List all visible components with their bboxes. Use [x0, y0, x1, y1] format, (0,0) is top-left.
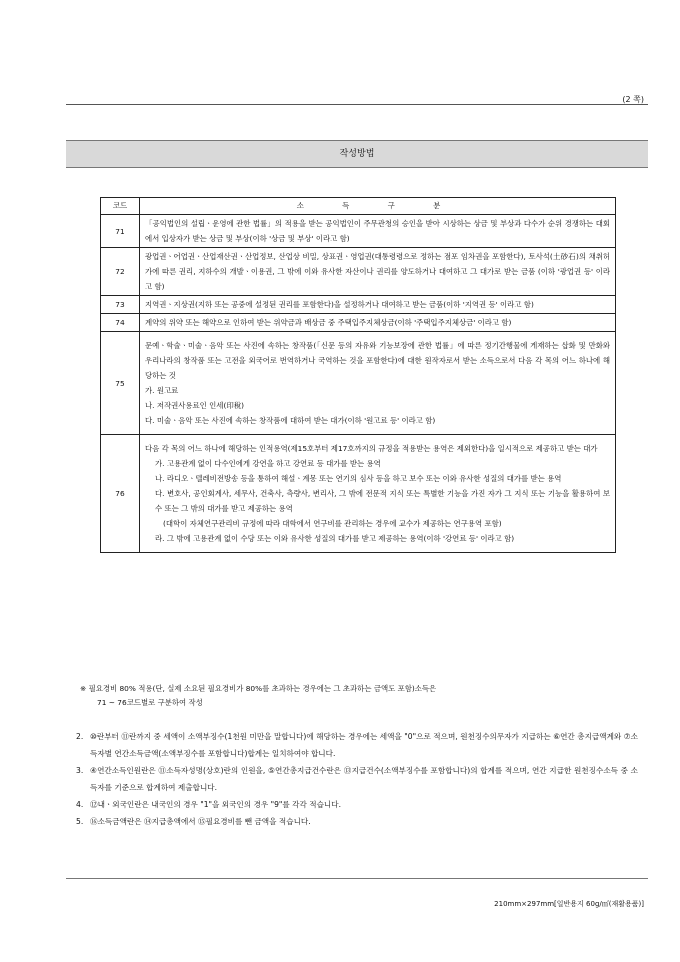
footnote-line — [80, 682, 620, 696]
instruction-item — [76, 728, 638, 762]
header-code: 코드 — [101, 198, 140, 215]
description-cell — [140, 296, 616, 314]
instruction-number: 4. — [76, 800, 84, 809]
instruction-text: ④연간소득인원란은 ⑪소득자성명(상호)란의 인원을, ⑤연간총지급건수란은 ⑬지급건수(소액부징수를 포함합니다)의 합계를 적으며, 연간 지급한 원천징수소득 중 소득자를 기준으로 합계하여 제출합니다. — [90, 766, 638, 792]
instruction-number: 5. — [76, 817, 84, 826]
instruction-number: 3. — [76, 766, 84, 775]
instruction-item — [76, 813, 638, 830]
description-line: 「공익법인의 설립ㆍ운영에 관한 법률」의 적용을 받는 공익법인이 주무관청의 승인을 받아 시상하는 상금 및 부상과 다수가 순위 경쟁하는 대회에서 입상자가 받는 상금 및 부상(이하 '상금 및 부상' 이라고 함) — [145, 219, 610, 243]
table-row — [101, 215, 616, 248]
sub-item: 나. 라디오ㆍ텔레비전방송 등을 통하여 해설ㆍ계몽 또는 연기의 심사 등을 하고 보수 또는 이와 유사한 성질의 대가를 받는 용역 — [155, 474, 562, 483]
footnote-continuation: 71 ~ 76코드별로 구분하여 작성 — [97, 698, 203, 707]
sub-item: 가. 원고료 — [145, 386, 179, 395]
sub-item: 다. 변호사, 공인회계사, 세무사, 건축사, 측량사, 변리사, 그 밖에 전문적 지식 또는 특별한 기능을 가진 자가 그 지식 또는 기능을 활용하여 보수 또는 그 밖의 대가를 받고 제공하는 용역 — [155, 489, 610, 513]
code-cell: 76 — [101, 435, 140, 553]
table-row — [101, 314, 616, 332]
table-row — [101, 296, 616, 314]
top-rule — [66, 104, 648, 105]
instruction-text: ⑫내ㆍ외국인란은 내국인의 경우 "1"을 외국인의 경우 "9"를 각각 적습니다. — [90, 800, 342, 809]
code-cell: 73 — [101, 296, 140, 314]
description-cell — [140, 332, 616, 435]
footnote-text: 필요경비 80% 적용(단, 실제 소요된 필요경비가 80%를 초과하는 경우에는 그 초과하는 금액도 포함)소득은 — [88, 684, 437, 693]
description-cell — [140, 215, 616, 248]
section-title: 작성방법 — [66, 140, 648, 168]
description-line: 지역권ㆍ지상권(지하 또는 공중에 설정된 권리를 포함한다)을 설정하거나 대여하고 받는 금품(이하 '지역권 등' 이라고 함) — [145, 300, 534, 309]
paper-spec: 210mm×297mm[일반용지 60g/㎡(재활용품)] — [494, 900, 644, 908]
instruction-item — [76, 796, 638, 813]
income-code-table — [100, 197, 616, 553]
instruction-text: ⑩란부터 ⑪란까지 중 세액이 소액부징수(1천원 미만을 말합니다)에 해당하는 경우에는 세액을 "0"으로 적으며, 원천징수의무자가 지급하는 ⑥연간 총지급액계와 ⑦소득자별 연간소득금액(소액부징수를 포함합니다)합계는 일치하여야 합니다. — [90, 732, 638, 758]
table-row — [101, 332, 616, 435]
code-cell: 75 — [101, 332, 140, 435]
sub-item: 라. 그 밖에 고용관계 없이 수당 또는 이와 유사한 성질의 대가를 받고 제공하는 용역(이하 '강연료 등' 이라고 함) — [155, 534, 515, 543]
asterisk-mark-icon: ※ — [80, 684, 87, 693]
table-row — [101, 248, 616, 296]
table-header-row — [101, 198, 616, 215]
description-line: 문예ㆍ학술ㆍ미술ㆍ음악 또는 사진에 속하는 창작품(「신문 등의 자유와 기능보장에 관한 법률」에 따른 정기간행물에 게재하는 삽화 및 만화와 우리나라의 창작품 또는 고전을 외국어로 번역하거나 국역하는 것을 포함한다)에 대한 원작자로서 받는 소득으로서 다음 각 목의 어느 하나에 해당하는 것 — [145, 341, 610, 380]
instruction-number: 2. — [76, 732, 84, 741]
sub-item: 다. 미술ㆍ음악 또는 사진에 속하는 창작품에 대하여 받는 대가(이하 '원고료 등' 이라고 함) — [145, 416, 436, 425]
table-row — [101, 435, 616, 553]
sub-item-note: (대학이 자체연구관리비 규정에 따라 대학에서 연구비를 관리하는 경우에 교수가 제공하는 연구용역 포함) — [163, 519, 502, 528]
description-line: 광업권ㆍ어업권ㆍ산업재산권ㆍ산업정보, 산업상 비밀, 상표권ㆍ영업권(대통령령으로 정하는 점포 임차권을 포함한다), 토사석(土砂石)의 채취허가에 따른 권리, 지하수의 개발ㆍ이용권, 그 밖에 이와 유사한 자산이나 권리를 양도하거나 대여하고 그 대가로 받는 금품 (이하 '광업권 등' 이라고 함) — [145, 252, 610, 291]
description-line: 계약의 위약 또는 해약으로 인하여 받는 위약금과 배상금 중 주택입주지체상금(이하 '주택입주지체상금' 이라고 함) — [145, 318, 512, 327]
bottom-rule — [66, 878, 648, 879]
header-description: 소 득 구 분 — [140, 198, 616, 215]
instruction-text: ⑯소득금액란은 ⑭지급총액에서 ⑮필요경비를 뺀 금액을 적습니다. — [90, 817, 311, 826]
instruction-item — [76, 762, 638, 796]
description-cell — [140, 248, 616, 296]
code-cell: 72 — [101, 248, 140, 296]
sub-item: 나. 저작권사용료인 인세(印稅) — [145, 401, 244, 410]
footnote — [80, 682, 620, 710]
description-line: 다음 각 목의 어느 하나에 해당하는 인적용역(제15호부터 제17호까지의 규정을 적용받는 용역은 제외한다)을 일시적으로 제공하고 받는 대가 — [145, 444, 598, 453]
sub-item: 가. 고용관계 없이 다수인에게 강연을 하고 강연료 등 대가를 받는 용역 — [155, 459, 381, 468]
description-cell — [140, 435, 616, 553]
code-cell: 71 — [101, 215, 140, 248]
description-cell — [140, 314, 616, 332]
code-cell: 74 — [101, 314, 140, 332]
instructions-list — [76, 728, 638, 830]
page-number: (2 쪽) — [622, 95, 644, 104]
